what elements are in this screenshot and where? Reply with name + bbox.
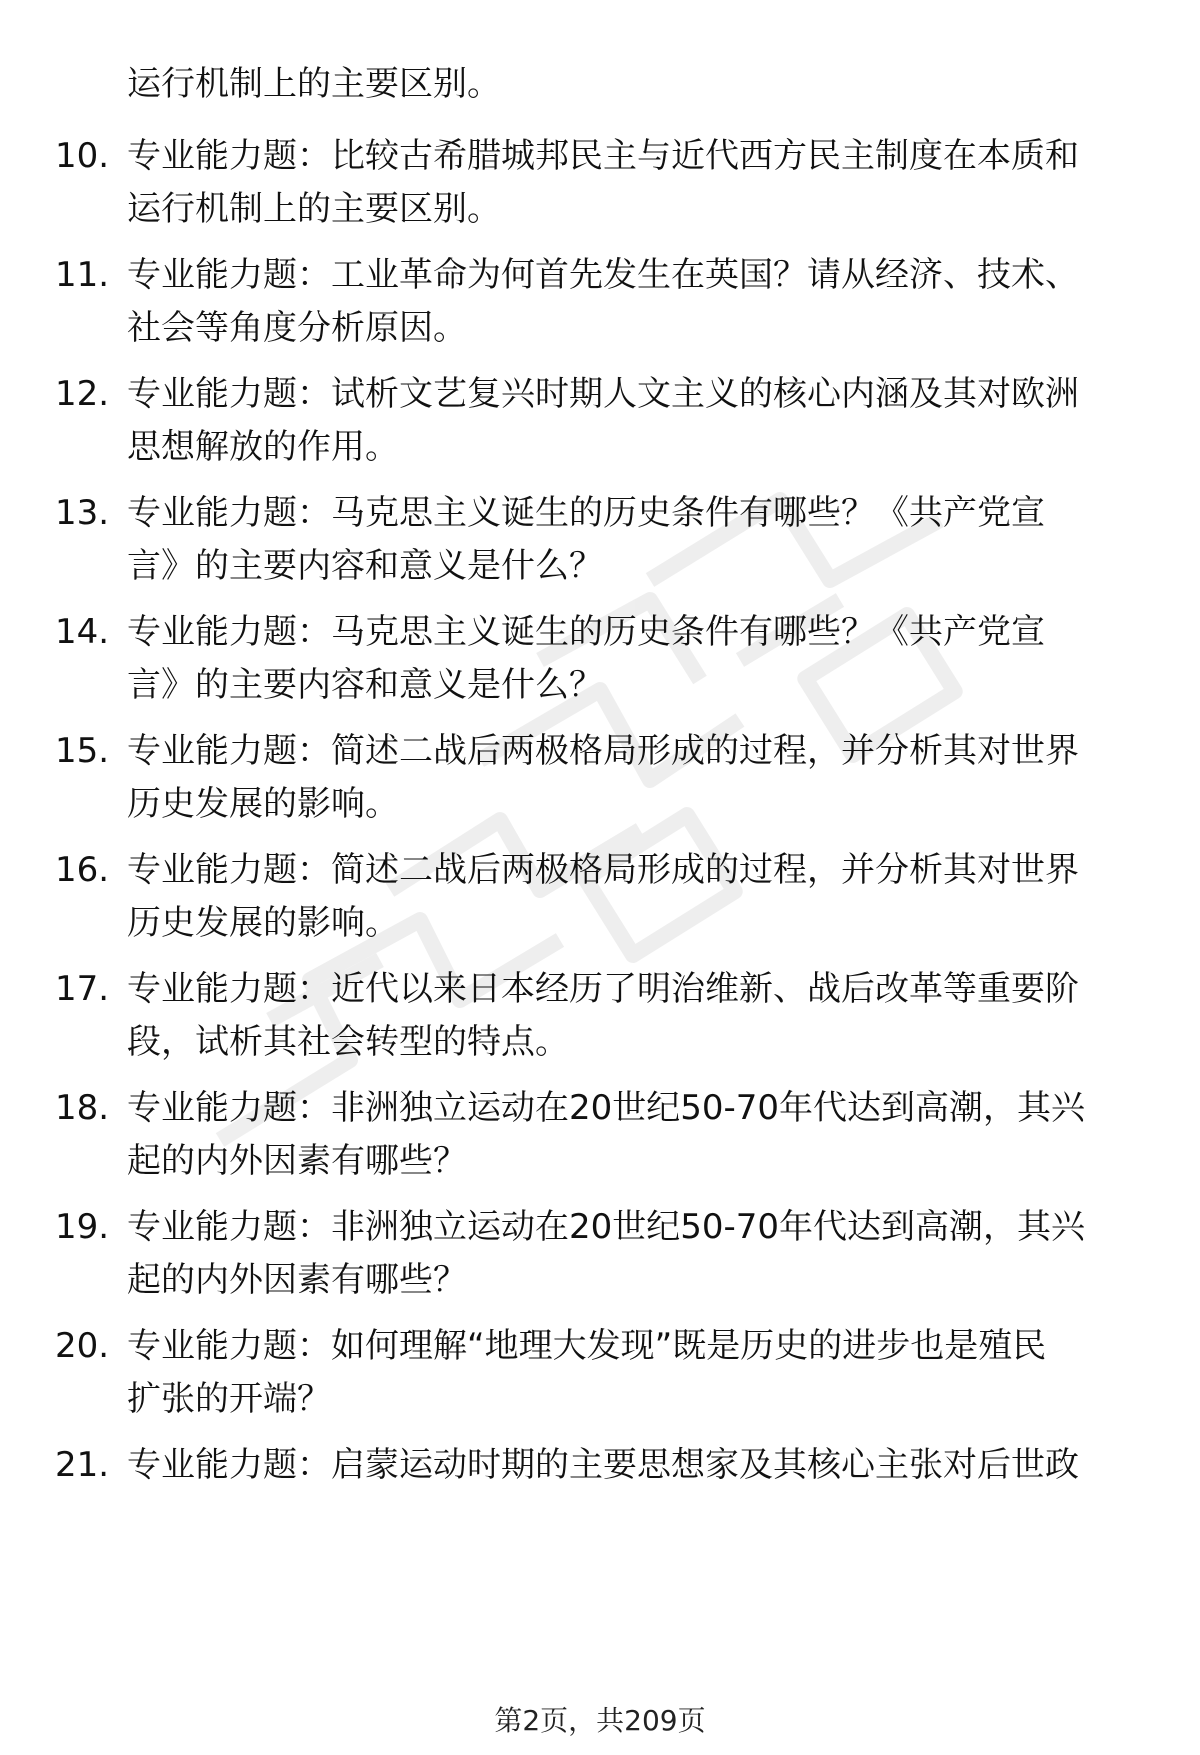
question-text-line: 专业能力题：非洲独立运动在20世纪50-70年代达到高潮，其兴 — [127, 1088, 1086, 1128]
question-text-line: 专业能力题：非洲独立运动在20世纪50-70年代达到高潮，其兴 — [127, 1207, 1086, 1247]
question-text — [127, 1320, 1157, 1426]
question-text-line: 历史发展的影响。 — [127, 784, 399, 824]
question-number: 19. — [55, 1207, 110, 1247]
question-number: 17. — [55, 969, 110, 1009]
question-text-line: 扩张的开端？ — [127, 1379, 331, 1419]
question-text — [127, 1082, 1157, 1188]
question-text — [127, 487, 1157, 593]
question-text — [127, 963, 1157, 1069]
question-text — [127, 368, 1157, 474]
question-text-line: 专业能力题：简述二战后两极格局形成的过程，并分析其对世界 — [127, 850, 1079, 890]
question-text-line: 专业能力题：比较古希腊城邦民主与近代西方民主制度在本质和 — [127, 136, 1079, 176]
question-text — [127, 1439, 1157, 1492]
question-text-line: 段，试析其社会转型的特点。 — [127, 1022, 569, 1062]
question-text-line: 专业能力题：简述二战后两极格局形成的过程，并分析其对世界 — [127, 731, 1079, 771]
question-number: 12. — [55, 374, 110, 414]
question-text — [127, 249, 1157, 355]
question-text-line: 起的内外因素有哪些？ — [127, 1141, 467, 1181]
question-text — [127, 606, 1157, 712]
question-text-line: 思想解放的作用。 — [127, 427, 399, 467]
question-text-line: 言》的主要内容和意义是什么？ — [127, 665, 603, 705]
question-text-line: 起的内外因素有哪些？ — [127, 1260, 467, 1300]
question-number: 15. — [55, 731, 110, 771]
question-number: 18. — [55, 1088, 110, 1128]
question-number: 21. — [55, 1445, 110, 1485]
question-number: 10. — [55, 136, 110, 176]
question-number: 16. — [55, 850, 110, 890]
question-number: 20. — [55, 1326, 110, 1366]
question-text — [127, 844, 1157, 950]
question-number: 14. — [55, 612, 110, 652]
question-text-line: 专业能力题：试析文艺复兴时期人文主义的核心内涵及其对欧洲 — [127, 374, 1079, 414]
question-text-line: 专业能力题：马克思主义诞生的历史条件有哪些？《共产党宣 — [127, 612, 1045, 652]
question-text-line: 专业能力题：马克思主义诞生的历史条件有哪些？《共产党宣 — [127, 493, 1045, 533]
question-text-line: 历史发展的影响。 — [127, 903, 399, 943]
question-text-line: 专业能力题：近代以来日本经历了明治维新、战后改革等重要阶 — [127, 969, 1079, 1009]
question-text-line: 言》的主要内容和意义是什么？ — [127, 546, 603, 586]
question-number: 11. — [55, 255, 110, 295]
question-text-line: 社会等角度分析原因。 — [127, 308, 467, 348]
question-text-line: 专业能力题：工业革命为何首先发生在英国？请从经济、技术、 — [127, 255, 1079, 295]
question-text-line: 专业能力题：如何理解“地理大发现”既是历史的进步也是殖民 — [127, 1326, 1047, 1366]
question-text — [127, 1201, 1157, 1307]
question-text — [127, 130, 1157, 236]
question-number: 13. — [55, 493, 110, 533]
question-text-line: 运行机制上的主要区别。 — [127, 189, 501, 229]
page-footer: 第2页，共209页 — [494, 1704, 706, 1737]
question-text-line: 专业能力题：启蒙运动时期的主要思想家及其核心主张对后世政 — [127, 1445, 1079, 1485]
continued-question-text: 运行机制上的主要区别。 — [127, 64, 501, 104]
question-text — [127, 725, 1157, 831]
